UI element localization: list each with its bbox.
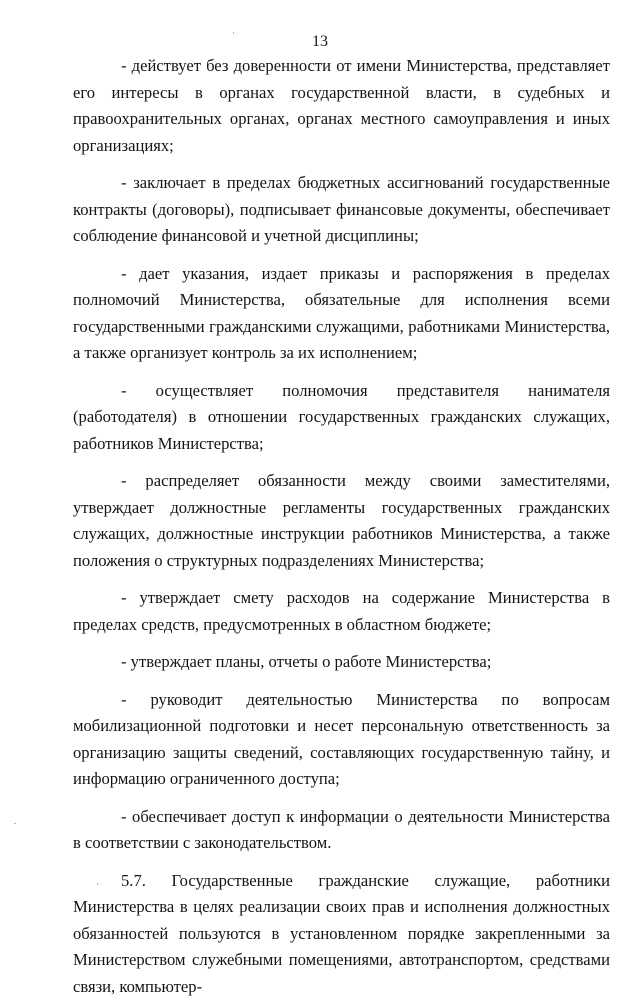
- scan-speck: [14, 823, 16, 824]
- paragraph-information-access: - обеспечивает доступ к информации о деятельности Министерства в соответствии с законодательством.: [73, 804, 610, 857]
- paragraph-issues-orders: - дает указания, издает приказы и распоряжения в пределах полномочий Министерства, обязательные для исполнения всеми государственными гражданскими служащими, работниками Министерства, а также организует контроль за их исполнением;: [73, 261, 610, 367]
- scan-speck: [233, 32, 234, 34]
- paragraph-mobilization: - руководит деятельностью Министерства по вопросам мобилизационной подготовки и несет персональную ответственность за организацию защиты сведений, составляющих государственную тайну, и информацию ограниченного доступа;: [73, 687, 610, 793]
- paragraph-5-7-resources: 5.7. Государственные гражданские служащие, работники Министерства в целях реализации своих прав и исполнения должностных обязанностей пользуются в установленном порядке закрепленными за Министерством служебными помещениями, автотранспортом, средствами связи, компьютер-: [73, 868, 610, 1000]
- page-number: 13: [0, 33, 640, 51]
- paragraph-approves-budget: - утверждает смету расходов на содержание Министерства в пределах средств, предусмотренных в областном бюджете;: [73, 585, 610, 638]
- paragraph-employer-powers: - осуществляет полномочия представителя нанимателя (работодателя) в отношении государственных гражданских служащих, работников Министерства;: [73, 378, 610, 458]
- scan-speck: [97, 883, 98, 885]
- paragraph-concludes-contracts: - заключает в пределах бюджетных ассигнований государственные контракты (договоры), подписывает финансовые документы, обеспечивает соблюдение финансовой и учетной дисциплины;: [73, 170, 610, 250]
- paragraph-distributes-duties: - распределяет обязанности между своими заместителями, утверждает должностные регламенты государственных гражданских служащих, должностные инструкции работников Министерства, а также положения о структурных подразделениях Министерства;: [73, 468, 610, 574]
- document-body: [73, 53, 610, 1000]
- paragraph-approves-plans: - утверждает планы, отчеты о работе Министерства;: [73, 649, 610, 676]
- paragraph-acts-without-power-of-attorney: - действует без доверенности от имени Министерства, представляет его интересы в органах государственной власти, в судебных и правоохранительных органах, органах местного самоуправления и иных организациях;: [73, 53, 610, 159]
